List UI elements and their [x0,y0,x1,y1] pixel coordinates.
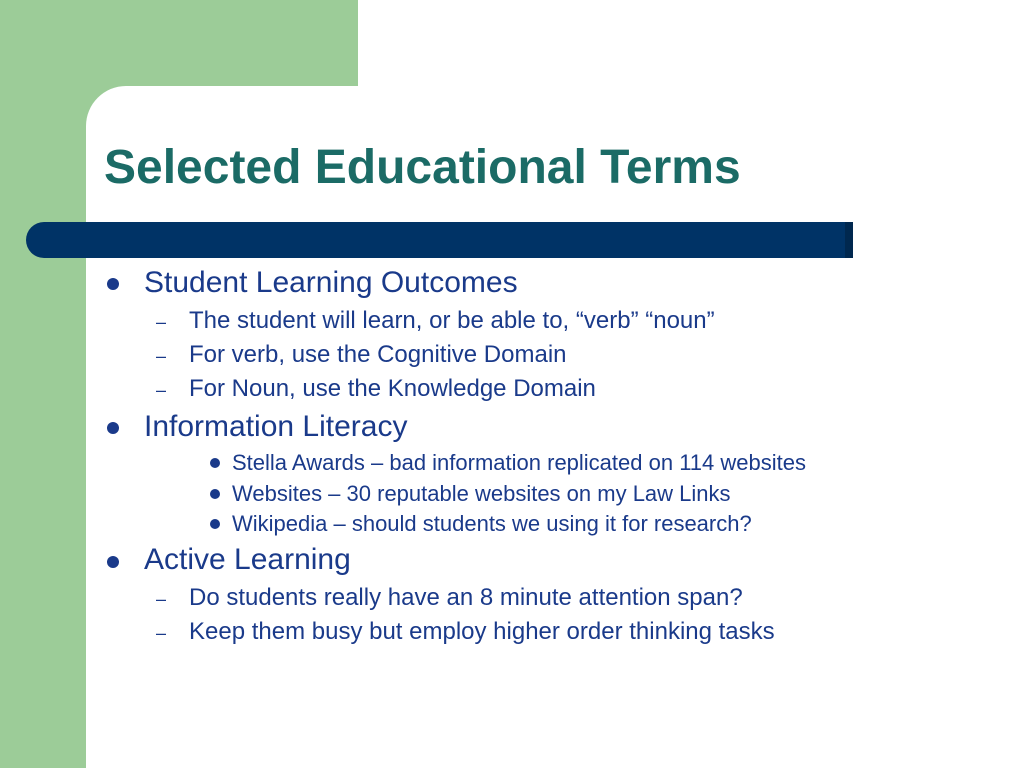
small-bullet-dot-icon [210,489,220,499]
slide-title: Selected Educational Terms [104,141,741,194]
sub-bullet-stella-awards: Stella Awards – bad information replicated on 114 websites [232,450,806,475]
sub-bullet-cognitive-domain: For verb, use the Cognitive Domain [189,341,567,368]
sub-bullet-keep-them-busy: Keep them busy but employ higher order thinking tasks [189,618,775,645]
sub-bullet-verb-noun: The student will learn, or be able to, “verb” “noun” [189,307,715,334]
sub-bullet-knowledge-domain: For Noun, use the Knowledge Domain [189,375,596,402]
dash-icon: – [156,312,167,332]
bullet-information-literacy: Information Literacy [144,410,408,443]
bullet-active-learning: Active Learning [144,543,351,576]
small-bullet-dot-icon [210,519,220,529]
dash-icon: – [156,380,167,400]
dash-icon: – [156,589,167,609]
bullet-dot-icon [107,278,119,290]
bullet-student-learning-outcomes: Student Learning Outcomes [144,266,518,299]
bullet-dot-icon [107,556,119,568]
sub-bullet-attention-span: Do students really have an 8 minute attention span? [189,584,743,611]
dash-icon: – [156,623,167,643]
small-bullet-dot-icon [210,458,220,468]
sub-bullet-wikipedia: Wikipedia – should students we using it for research? [232,511,752,536]
dash-icon: – [156,346,167,366]
sub-bullet-websites: Websites – 30 reputable websites on my Law Links [232,481,731,506]
bullet-dot-icon [107,422,119,434]
